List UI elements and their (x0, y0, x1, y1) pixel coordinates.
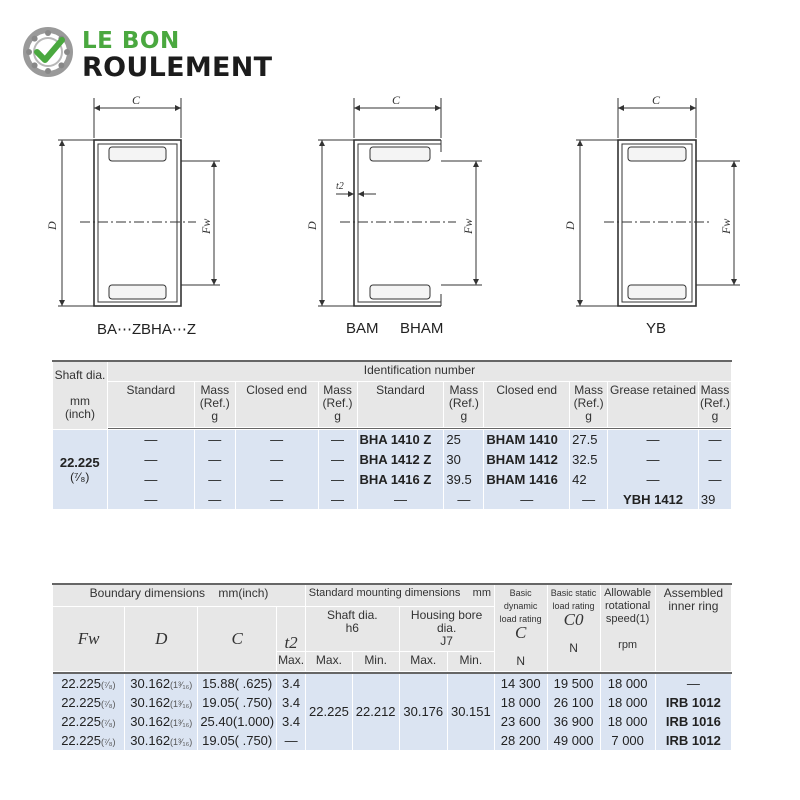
table-cell: IRB 1012 (655, 731, 731, 750)
table-cell: 18 000 (494, 693, 547, 712)
table-cell: 3.4 (277, 693, 306, 712)
table-cell: 25 (444, 429, 484, 449)
table-cell: — (444, 489, 484, 509)
col-mass: Mass (Ref.) g (698, 381, 731, 427)
assembled-inner-ring-header: Assembled inner ring (655, 584, 731, 672)
col-max: Max. (399, 652, 447, 672)
col-closed-end: Closed end (235, 381, 318, 427)
basic-static-header: Basic static load rating C0 N (547, 584, 600, 672)
brand-logo (22, 26, 302, 84)
dim-d-label: D (305, 221, 319, 230)
table-cell: — (194, 429, 235, 449)
shaft-dia-value: 22.225 (⁷⁄₈) (53, 429, 108, 509)
table-cell: — (608, 429, 699, 449)
col-max: Max. (306, 652, 353, 672)
drawing-label-ba-z: BA⋯Z (97, 321, 142, 338)
bearing-drawings (0, 88, 800, 350)
table-cell: 39 (698, 489, 731, 509)
table-cell: — (107, 489, 194, 509)
table-cell: 3.4 (277, 712, 306, 731)
identification-header: Identification number (107, 361, 731, 381)
table-cell: 14 300 (494, 674, 547, 693)
table-cell: 22.225(⁷⁄₈) (53, 693, 125, 712)
table-cell: — (608, 469, 699, 489)
col-closed-end: Closed end (484, 381, 570, 427)
table-cell: — (655, 674, 731, 693)
table-cell: — (235, 489, 318, 509)
table-cell: 36 900 (547, 712, 600, 731)
bearing-check-icon (22, 26, 74, 78)
dim-t2-label: t2 (336, 181, 344, 192)
table-cell: IRB 1016 (655, 712, 731, 731)
table-row (53, 429, 732, 449)
table-cell: — (484, 489, 570, 509)
table-cell: — (235, 449, 318, 469)
col-grease-retained: Grease retained (608, 381, 699, 427)
table-cell: — (698, 449, 731, 469)
table-cell: — (107, 449, 194, 469)
table-cell: 28 200 (494, 731, 547, 750)
basic-dynamic-header: Basic dynamic load rating C N (494, 584, 547, 672)
table-row (53, 489, 732, 509)
identification-table (52, 360, 732, 509)
table-row (53, 674, 732, 693)
table-cell: 23 600 (494, 712, 547, 731)
dim-fw-label: Fw (719, 218, 733, 234)
table-cell: 22.225(⁷⁄₈) (53, 712, 125, 731)
table-cell: — (194, 489, 235, 509)
drawing-label-bham: BHAM (400, 320, 444, 337)
dim-c-label: C (132, 93, 141, 107)
table-cell: 25.40(1.000) (198, 712, 277, 731)
table-cell: 18 000 (600, 712, 655, 731)
table-cell: BHA 1416 Z (357, 469, 444, 489)
table-cell: 27.5 (570, 429, 608, 449)
dim-c-label: C (392, 93, 401, 107)
table-cell: — (107, 469, 194, 489)
table-cell: YBH 1412 (608, 489, 699, 509)
dim-fw-label: Fw (199, 218, 213, 234)
table-cell: 22.225(⁷⁄₈) (53, 674, 125, 693)
table-cell: BHAM 1416 (484, 469, 570, 489)
table-cell: 19.05( .750) (198, 731, 277, 750)
table-row (53, 449, 732, 469)
table-cell: 39.5 (444, 469, 484, 489)
col-mass: Mass (Ref.) g (570, 381, 608, 427)
table-cell: 18 000 (600, 693, 655, 712)
dimensions-table (52, 583, 732, 750)
drawing-label-bha-z: BHA⋯Z (141, 321, 197, 338)
col-shaft-dia: Shaft dia. h6 (306, 606, 399, 652)
table-cell: — (194, 469, 235, 489)
table-cell: BHA 1410 Z (357, 429, 444, 449)
col-standard: Standard (107, 381, 194, 427)
housing-min: 30.151 (448, 674, 495, 750)
table-cell: 32.5 (570, 449, 608, 469)
col-min: Min. (352, 652, 399, 672)
table-cell: 18 000 (600, 674, 655, 693)
table-cell: — (698, 469, 731, 489)
table-cell: 3.4 (277, 674, 306, 693)
allowable-speed-header: Allowable rotational speed(1) rpm (600, 584, 655, 672)
col-min: Min. (448, 652, 495, 672)
col-c: C (198, 606, 277, 672)
dim-d-label: D (563, 221, 577, 230)
table-cell: — (318, 489, 357, 509)
table-cell: — (277, 731, 306, 750)
table-cell: 30.162(1³⁄₁₆) (125, 712, 198, 731)
dim-c-label: C (652, 93, 661, 107)
table-cell: — (318, 429, 357, 449)
table-cell: BHAM 1412 (484, 449, 570, 469)
col-standard: Standard (357, 381, 444, 427)
table-cell: 26 100 (547, 693, 600, 712)
table-cell: — (235, 469, 318, 489)
col-mass: Mass (Ref.) g (444, 381, 484, 427)
boundary-dimensions-header: Boundary dimensions mm(inch) (53, 584, 306, 606)
table-cell: 19 500 (547, 674, 600, 693)
col-t2: t2 (277, 606, 306, 652)
table-cell: — (107, 429, 194, 449)
dim-fw-label: Fw (461, 218, 475, 234)
table-cell: — (698, 429, 731, 449)
col-max: Max. (277, 652, 306, 672)
table-cell: 42 (570, 469, 608, 489)
table-cell: 30 (444, 449, 484, 469)
table-cell: IRB 1012 (655, 693, 731, 712)
table-cell: 49 000 (547, 731, 600, 750)
table-cell: — (357, 489, 444, 509)
col-housing-bore: Housing bore dia. J7 (399, 606, 494, 652)
col-mass: Mass (Ref.) g (194, 381, 235, 427)
logo-text-top: LE BON (82, 28, 180, 54)
table-cell: — (235, 429, 318, 449)
table-cell: BHAM 1410 (484, 429, 570, 449)
drawing-label-yb: YB (646, 320, 667, 337)
table-cell: — (608, 449, 699, 469)
technical-drawing (0, 88, 800, 350)
shaft-min: 22.212 (352, 674, 399, 750)
col-mass: Mass (Ref.) g (318, 381, 357, 427)
shaft-max: 22.225 (306, 674, 353, 750)
table-cell: — (318, 469, 357, 489)
mounting-dimensions-header: Standard mounting dimensions mm (306, 584, 495, 606)
shaft-dia-header: Shaft dia. mm (inch) (53, 361, 108, 429)
table-cell: BHA 1412 Z (357, 449, 444, 469)
col-fw: Fw (53, 606, 125, 672)
table-cell: — (194, 449, 235, 469)
table-cell: 22.225(⁷⁄₈) (53, 731, 125, 750)
table-cell: 19.05( .750) (198, 693, 277, 712)
housing-max: 30.176 (399, 674, 447, 750)
table-row (53, 469, 732, 489)
table-cell: 30.162(1³⁄₁₆) (125, 731, 198, 750)
table-cell: 30.162(1³⁄₁₆) (125, 693, 198, 712)
table-cell: 15.88( .625) (198, 674, 277, 693)
table-cell: 30.162(1³⁄₁₆) (125, 674, 198, 693)
table-cell: — (570, 489, 608, 509)
dim-d-label: D (45, 221, 59, 230)
logo-text-bottom: ROULEMENT (82, 52, 273, 83)
table-cell: — (318, 449, 357, 469)
table-cell: 7 000 (600, 731, 655, 750)
col-d: D (125, 606, 198, 672)
drawing-label-bam: BAM (346, 320, 379, 337)
